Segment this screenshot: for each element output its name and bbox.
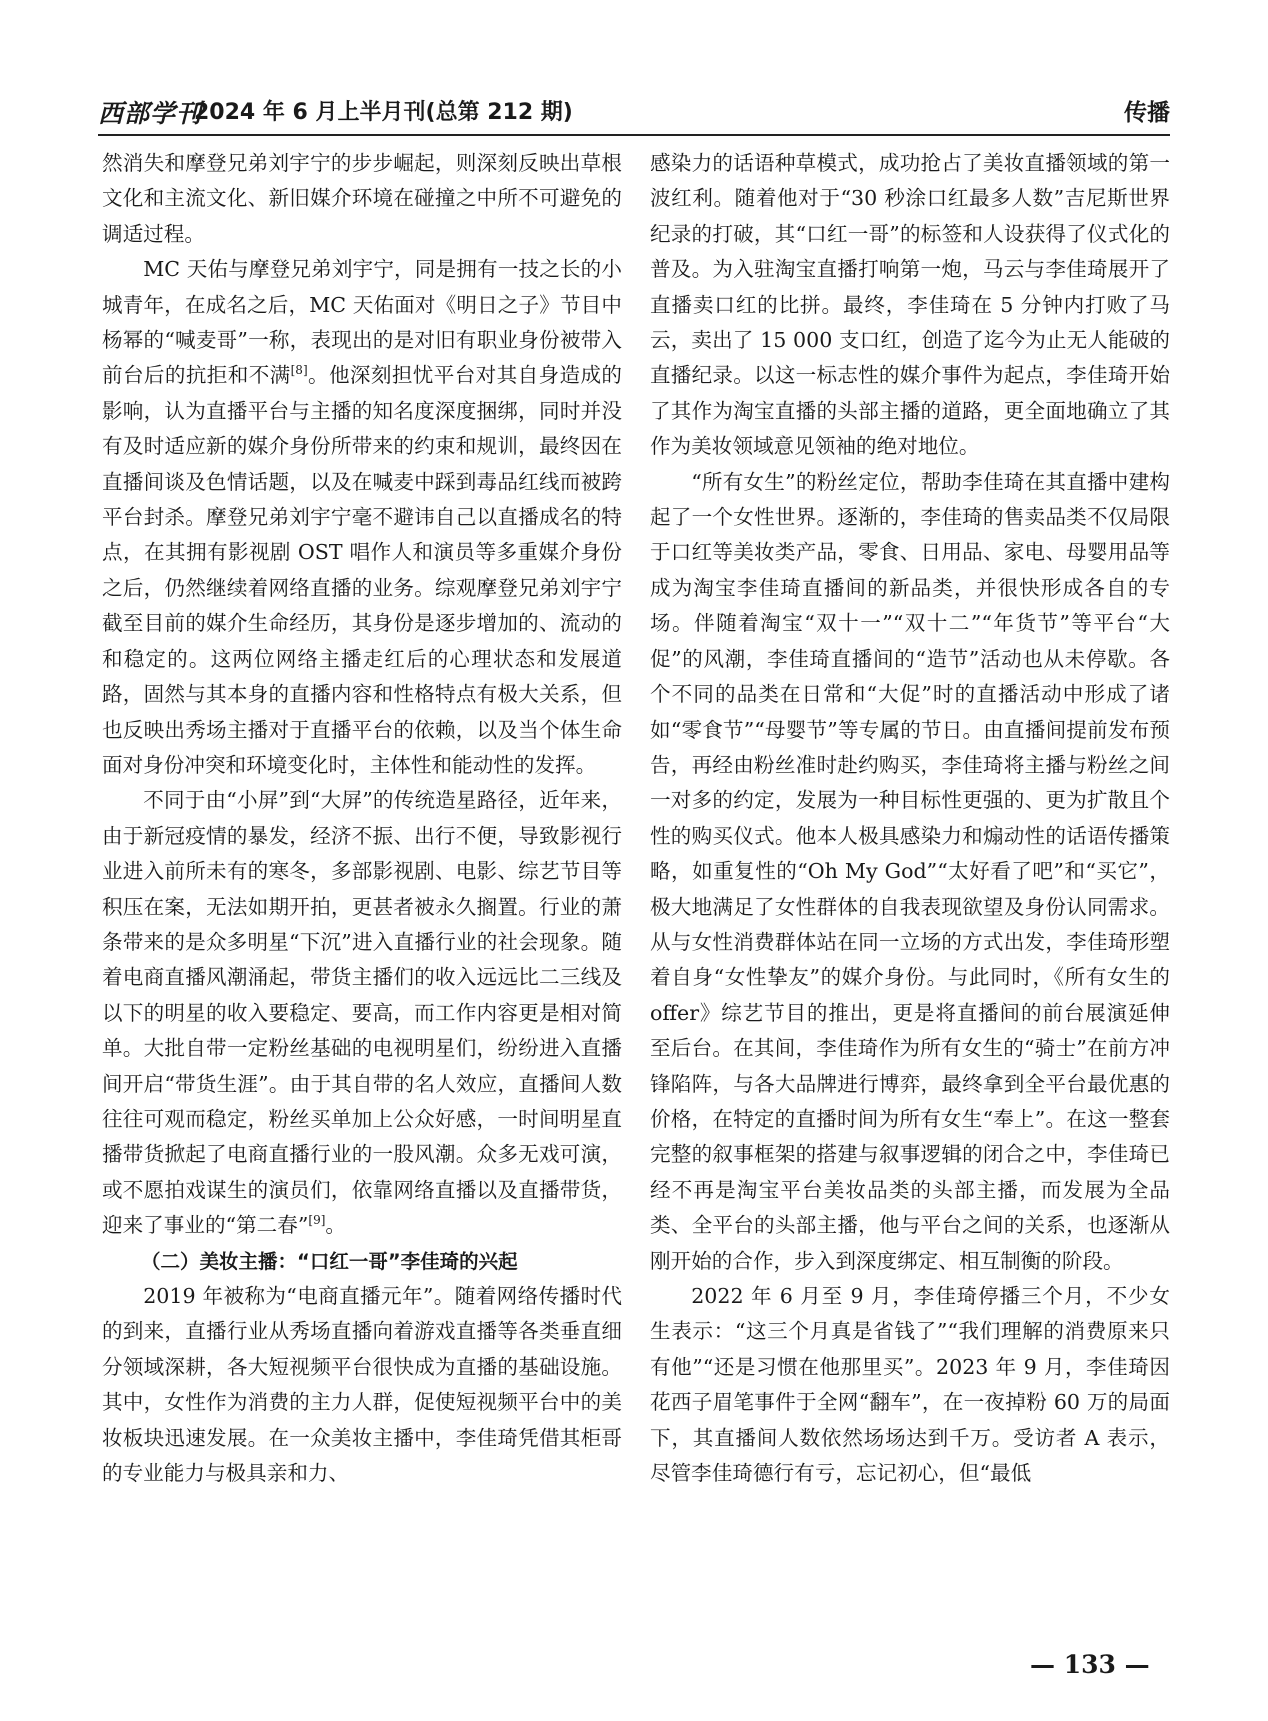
paragraph: “所有女生”的粉丝定位，帮助李佳琦在其直播中建构起了一个女性世界。逐渐的，李佳琦的售卖品类不仅局限于口红等美妆类产品，零食、日用品、家电、母婴用品等成为淘宝李佳琦直播间的新品类，并很快形成各自的专场。伴随着淘宝“双十一”“双十二”“年货节”等平台“大促”的风潮，李佳琦直播间的“造节”活动也从未停歇。各个不同的品类在日常和“大促”时的直播活动中形成了诸如“零食节”“母婴节”等专属的节日。由直播间提前发布预告，再经由粉丝准时赴约购买，李佳琦将主播与粉丝之间一对多的约定，发展为一种目标性更强的、更为扩散且个性的购买仪式。他本人极具感染力和煽动性的话语传播策略，如重复性的“Oh My God”“太好看了吧”和“买它”，极大地满足了女性群体的自我表现欲望及身份认同需求。从与女性消费群体站在同一立场的方式出发，李佳琦形塑着自身“女性挚友”的媒介身份。与此同时，《所有女生的 offer》综艺节目的推出，更是将直播间的前台展演延伸至后台。在其间，李佳琦作为所有女生的“骑士”在前方冲锋陷阵，与各大品牌进行博弈，最终拿到全平台最优惠的价格，在特定的直播时间为所有女生“奉上”。在这一整套完整的叙事框架的搭建与叙事逻辑的闭合之中，李佳琦已经不再是淘宝平台美妆品类的头部主播，而发展为全品类、全平台的头部主播，他与平台之间的关系，也逐渐从刚开始的合作，步入到深度绑定、相互制衡的阶段。 <box>650 469 1170 1273</box>
paragraph <box>102 783 622 1243</box>
paragraph: 2019 年被称为“电商直播元年”。随着网络传播时代的到来，直播行业从秀场直播向着游戏直播等各类垂直细分领域深耕，各大短视频平台很快成为直播的基础设施。其中，女性作为消费的主力人群，促使短视频平台中的美妆板块迅速发展。在一众美妆主播中，李佳琦凭借其柜哥的专业能力与极具亲和力、 <box>102 1284 622 1486</box>
right-column <box>650 146 1170 1491</box>
running-header <box>98 92 1170 136</box>
paragraph: 感染力的话语种草模式，成功抢占了美妆直播领域的第一波红利。随着他对于“30 秒涂口红最多人数”吉尼斯世界纪录的打破，其“口红一哥”的标签和人设获得了仪式化的普及。为入驻淘宝直播打响第一炮，马云与李佳琦展开了直播卖口红的比拼。最终，李佳琦在 5 分钟内打败了马云，卖出了 15 000 支口红，创造了迄今为止无人能破的直播纪录。以这一标志性的媒介事件为起点，李佳琦开始了其作为淘宝直播的头部主播的道路，更全面地确立了其作为美妆领域意见领袖的绝对地位。 <box>650 151 1170 459</box>
paragraph <box>102 252 622 783</box>
paragraph-text: MC 天佑与摩登兄弟刘宇宁，同是拥有一技之长的小城青年，在成名之后，MC 天佑面对《明日之子》节目中杨幂的“喊麦哥”一称，表现出的是对旧有职业身份被带入前台后的抗拒和不满 <box>102 257 622 388</box>
citation-mark: [8] <box>290 363 308 378</box>
section-label: 传播 <box>1124 100 1170 126</box>
citation-mark: [9] <box>308 1213 326 1228</box>
journal-logo: 西部学刊 <box>98 99 203 128</box>
paragraph-text: 。他深刻担忧平台对其自身造成的影响，认为直播平台与主播的知名度深度捆绑，同时并没有及时适应新的媒介身份所带来的约束和规训，最终因在直播间谈及色情话题，以及在喊麦中踩到毒品红线而被跨平台封杀。摩登兄弟刘宇宁毫不避讳自己以直播成名的特点，在其拥有影视剧 OST 唱作人和演员等多重媒介身份之后，仍然继续着网络直播的业务。综观摩登兄弟刘宇宁截至目前的媒介生命经历，其身份是逐步增加的、流动的和稳定的。这两位网络主播走红后的心理状态和发展道路，固然与其本身的直播内容和性格特点有极大关系，但也反映出秀场主播对于直播平台的依赖，以及当个体生命面对身份冲突和环境变化时，主体性和能动性的发挥。 <box>102 363 622 777</box>
header-rule <box>98 134 1170 136</box>
section-heading: （二）美妆主播：“口红一哥”李佳琦的兴起 <box>141 1249 518 1273</box>
issue-info: 2024 年 6 月上半月刊(总第 212 期) <box>194 100 573 125</box>
left-column <box>102 146 622 1491</box>
paragraph-text: 不同于由“小屏”到“大屏”的传统造星路径，近年来，由于新冠疫情的暴发，经济不振、出行不便，导致影视行业进入前所未有的寒冬，多部影视剧、电影、综艺节目等积压在案，无法如期开拍，更甚者被永久搁置。行业的萧条带来的是众多明星“下沉”进入直播行业的社会现象。随着电商直播风潮涌起，带货主播们的收入远远比二三线及以下的明星的收入要稳定、要高，而工作内容更是相对简单。大批自带一定粉丝基础的电视明星们，纷纷进入直播间开启“带货生涯”。由于其自带的名人效应，直播间人数往往可观而稳定，粉丝买单加上公众好感，一时间明星直播带货掀起了电商直播行业的一股风潮。众多无戏可演，或不愿拍戏谋生的演员们，依靠网络直播以及直播带货，迎来了事业的“第二春” <box>102 788 622 1238</box>
page-number: — 133 — <box>1030 1650 1150 1679</box>
paragraph: 然消失和摩登兄弟刘宇宁的步步崛起，则深刻反映出草根文化和主流文化、新旧媒介环境在碰撞之中所不可避免的调适过程。 <box>102 151 622 246</box>
paragraph: 2022 年 6 月至 9 月，李佳琦停播三个月，不少女生表示：“这三个月真是省钱了”“我们理解的消费原来只有他”“还是习惯在他那里买”。2023 年 9 月，李佳琦因花西子眉笔事件于全网“翻车”，在一夜掉粉 60 万的局面下，其直播间人数依然场场达到千万。受访者 A 表示，尽管李佳琦德行有亏，忘记初心，但“最低 <box>650 1284 1170 1486</box>
paragraph-text: 。 <box>325 1213 346 1238</box>
